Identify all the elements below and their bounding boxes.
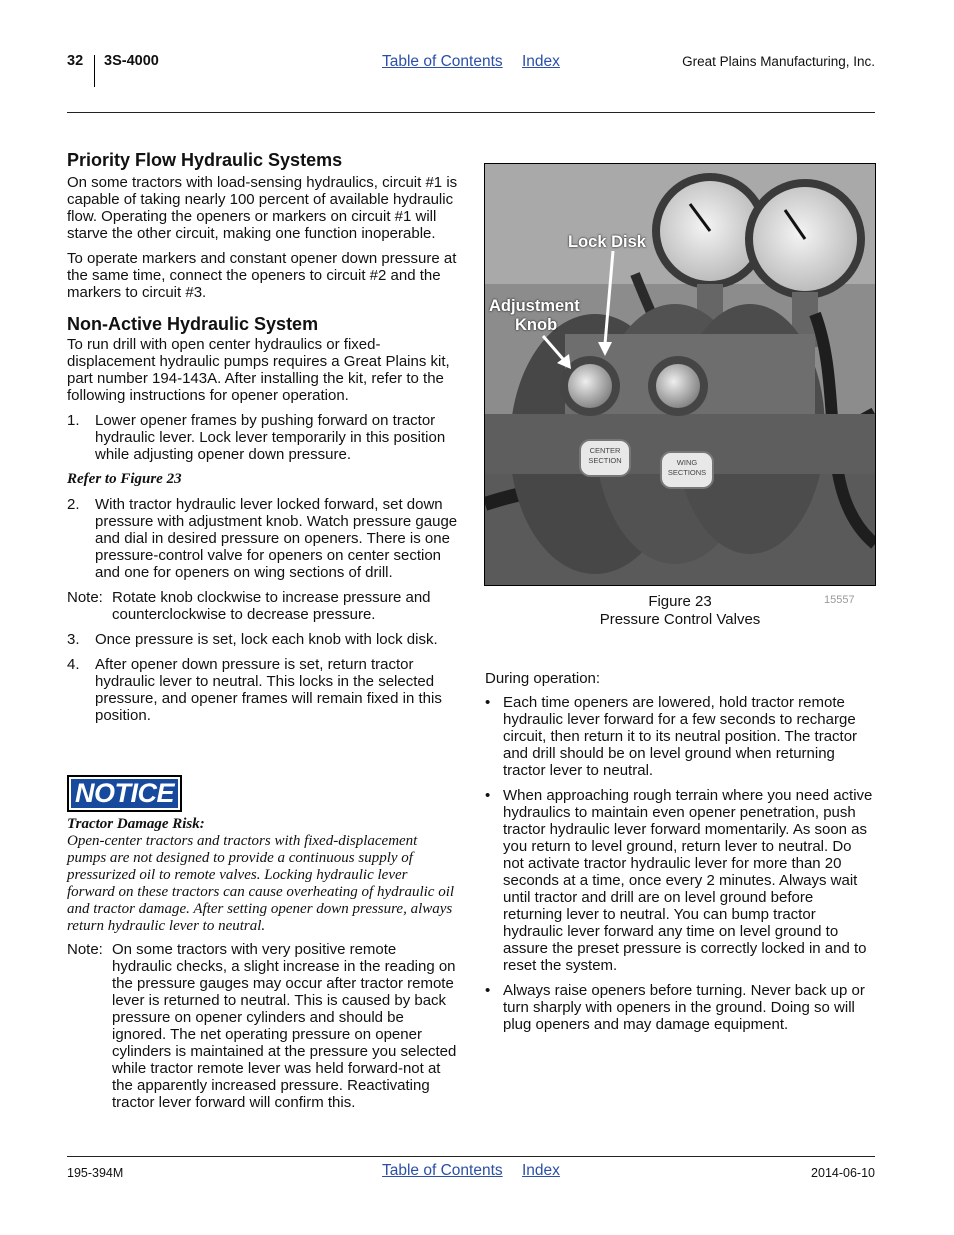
step-text: Lower opener frames by pushing forward on tractor hydraulic lever. Lock lever temporarily in this position while adjusting opener down pressure. — [95, 412, 446, 463]
heading-priority-flow: Priority Flow Hydraulic Systems — [67, 150, 343, 170]
header-index-link[interactable]: Index — [522, 53, 560, 70]
notice-label: NOTICE — [75, 778, 175, 808]
risk-title: Tractor Damage Risk: — [67, 816, 205, 832]
header-divider — [94, 55, 95, 87]
footer-index-link[interactable]: Index — [522, 1162, 560, 1179]
step-text: Once pressure is set, lock each knob with lock disk. — [95, 631, 438, 648]
right-column — [485, 670, 875, 1033]
step-number: 2. — [67, 496, 80, 513]
step-number: 1. — [67, 412, 80, 429]
page-number: 32 — [67, 53, 84, 69]
label-knob: Knob — [515, 316, 558, 334]
header-rule — [67, 112, 875, 113]
note-rotate-knob — [67, 589, 459, 623]
step-text: With tractor hydraulic lever locked forward, set down pressure with adjustment knob. Watch pressure gauge and dial in desired pressure on openers. There is one pressure-control valve for openers on center section and one for openers on wing sections of drill. — [95, 496, 458, 581]
step-4 — [67, 656, 459, 724]
risk-text: Open-center tractors and tractors with fixed-displacement pumps are not designed to provide a continuous supply of pressurized oil to remote valves. Locking hydraulic lever forward on these tractors can cause overheating of hydraulic oil and tractor damage. After setting opener down pressure, always return hydraulic lever to neutral. — [67, 833, 455, 934]
model-name: 3S-4000 — [104, 53, 159, 69]
notice-badge — [67, 775, 182, 812]
tag-center-line-1: CENTER — [589, 446, 621, 455]
bullet-text: Each time openers are lowered, hold tractor remote hydraulic lever forward for a few seconds to recharge circuit, then return it to its neutral position. The tractor and drill should be on level ground when returning tractor lever to neutral. — [503, 694, 858, 779]
note-text: On some tractors with very positive remote hydraulic checks, a slight increase in the reading on the pressure gauges may occur after tractor remote lever is returned to neutral. This is caused by back pressure on opener cylinders and should be ignored. The net operating pressure on opener cylinders is maintained at the pressure you selected while tractor remote lever was held forward-not at the apparently increased pressure. Reactivating tractor lever forward will confirm this. — [112, 941, 457, 1111]
footer-rule — [67, 1156, 875, 1157]
company-name: Great Plains Manufacturing, Inc. — [682, 54, 875, 69]
label-adjustment: Adjustment — [489, 297, 580, 315]
paragraph-priority-1: On some tractors with load-sensing hydraulics, circuit #1 is capable of taking nearly 100 percent of available hydraulic flow. Operating the openers or markers on circuit #1 will starve the other circuit, making one function inoperable. — [67, 174, 458, 242]
step-number: 4. — [67, 656, 80, 673]
note-back-pressure — [67, 941, 459, 1111]
step-number: 3. — [67, 631, 80, 648]
bullet-symbol: • — [485, 787, 491, 804]
bullet-symbol: • — [485, 694, 491, 711]
during-operation-intro: During operation: — [485, 670, 601, 687]
bullet-openers-lowered — [485, 694, 875, 779]
pressure-valves-illustration — [485, 164, 875, 585]
step-2 — [67, 496, 459, 581]
tag-center-section — [580, 446, 630, 466]
label-lock-disk: Lock Disk — [568, 233, 646, 251]
figure-reference: Refer to Figure 23 — [67, 471, 182, 487]
header-toc-link[interactable]: Table of Contents — [382, 53, 503, 70]
paragraph-priority-2: To operate markers and constant opener down pressure at the same time, connect the openers to circuit #2 and the markers to circuit #3. — [67, 250, 457, 301]
notice-block — [67, 816, 459, 1111]
note-text: Rotate knob clockwise to increase pressure and counterclockwise to decrease pressure. — [112, 589, 431, 623]
left-column — [67, 150, 459, 724]
footer-toc-link[interactable]: Table of Contents — [382, 1162, 503, 1179]
tag-wing-sections — [661, 458, 713, 478]
doc-number: 195-394M — [67, 1166, 124, 1180]
step-text: After opener down pressure is set, return tractor hydraulic lever to neutral. This locks in the selected pressure, and opener frames will remain fixed in this position. — [95, 656, 442, 724]
photo-id: 15557 — [824, 594, 855, 606]
footer-date: 2014-06-10 — [811, 1166, 875, 1180]
bullet-raise-openers — [485, 982, 875, 1033]
tag-wing-line-1: WING — [676, 458, 698, 467]
note-label: Note: — [67, 941, 103, 958]
bullet-text: Always raise openers before turning. Never back up or turn sharply with openers in the ground. Doing so will plug openers and may damage equipment. — [503, 982, 865, 1033]
figure-photo — [484, 163, 876, 586]
step-3 — [67, 631, 459, 648]
figure-number: Figure 23 — [648, 593, 712, 610]
figure-caption: Pressure Control Valves — [599, 611, 761, 628]
heading-non-active: Non-Active Hydraulic System — [67, 314, 319, 334]
tag-center-line-2: SECTION — [588, 456, 622, 465]
bullet-text: When approaching rough terrain where you need active hydraulics to maintain even opener penetration, push tractor hydraulic lever forward momentarily. As soon as you return to level ground, return lever to neutral. Do not activate tractor hydraulic lever for more than 20 seconds at a time, once every 2 minutes. Always wait until tractor and drill are on level ground before returning lever to neutral. You can bump tractor hydraulic lever forward any time on level ground to assure the preset pressure is correctly locked in and to reset the system. — [503, 787, 873, 974]
tag-wing-line-2: SECTIONS — [667, 468, 707, 477]
paragraph-non-active: To run drill with open center hydraulics or fixed-displacement hydraulic pumps requires a Great Plains kit, part number 194-143A. After installing the kit, refer to the following instructions for opener operation. — [67, 336, 450, 404]
bullet-rough-terrain — [485, 787, 875, 974]
bullet-symbol: • — [485, 982, 491, 999]
step-1 — [67, 412, 459, 463]
note-label: Note: — [67, 589, 103, 606]
